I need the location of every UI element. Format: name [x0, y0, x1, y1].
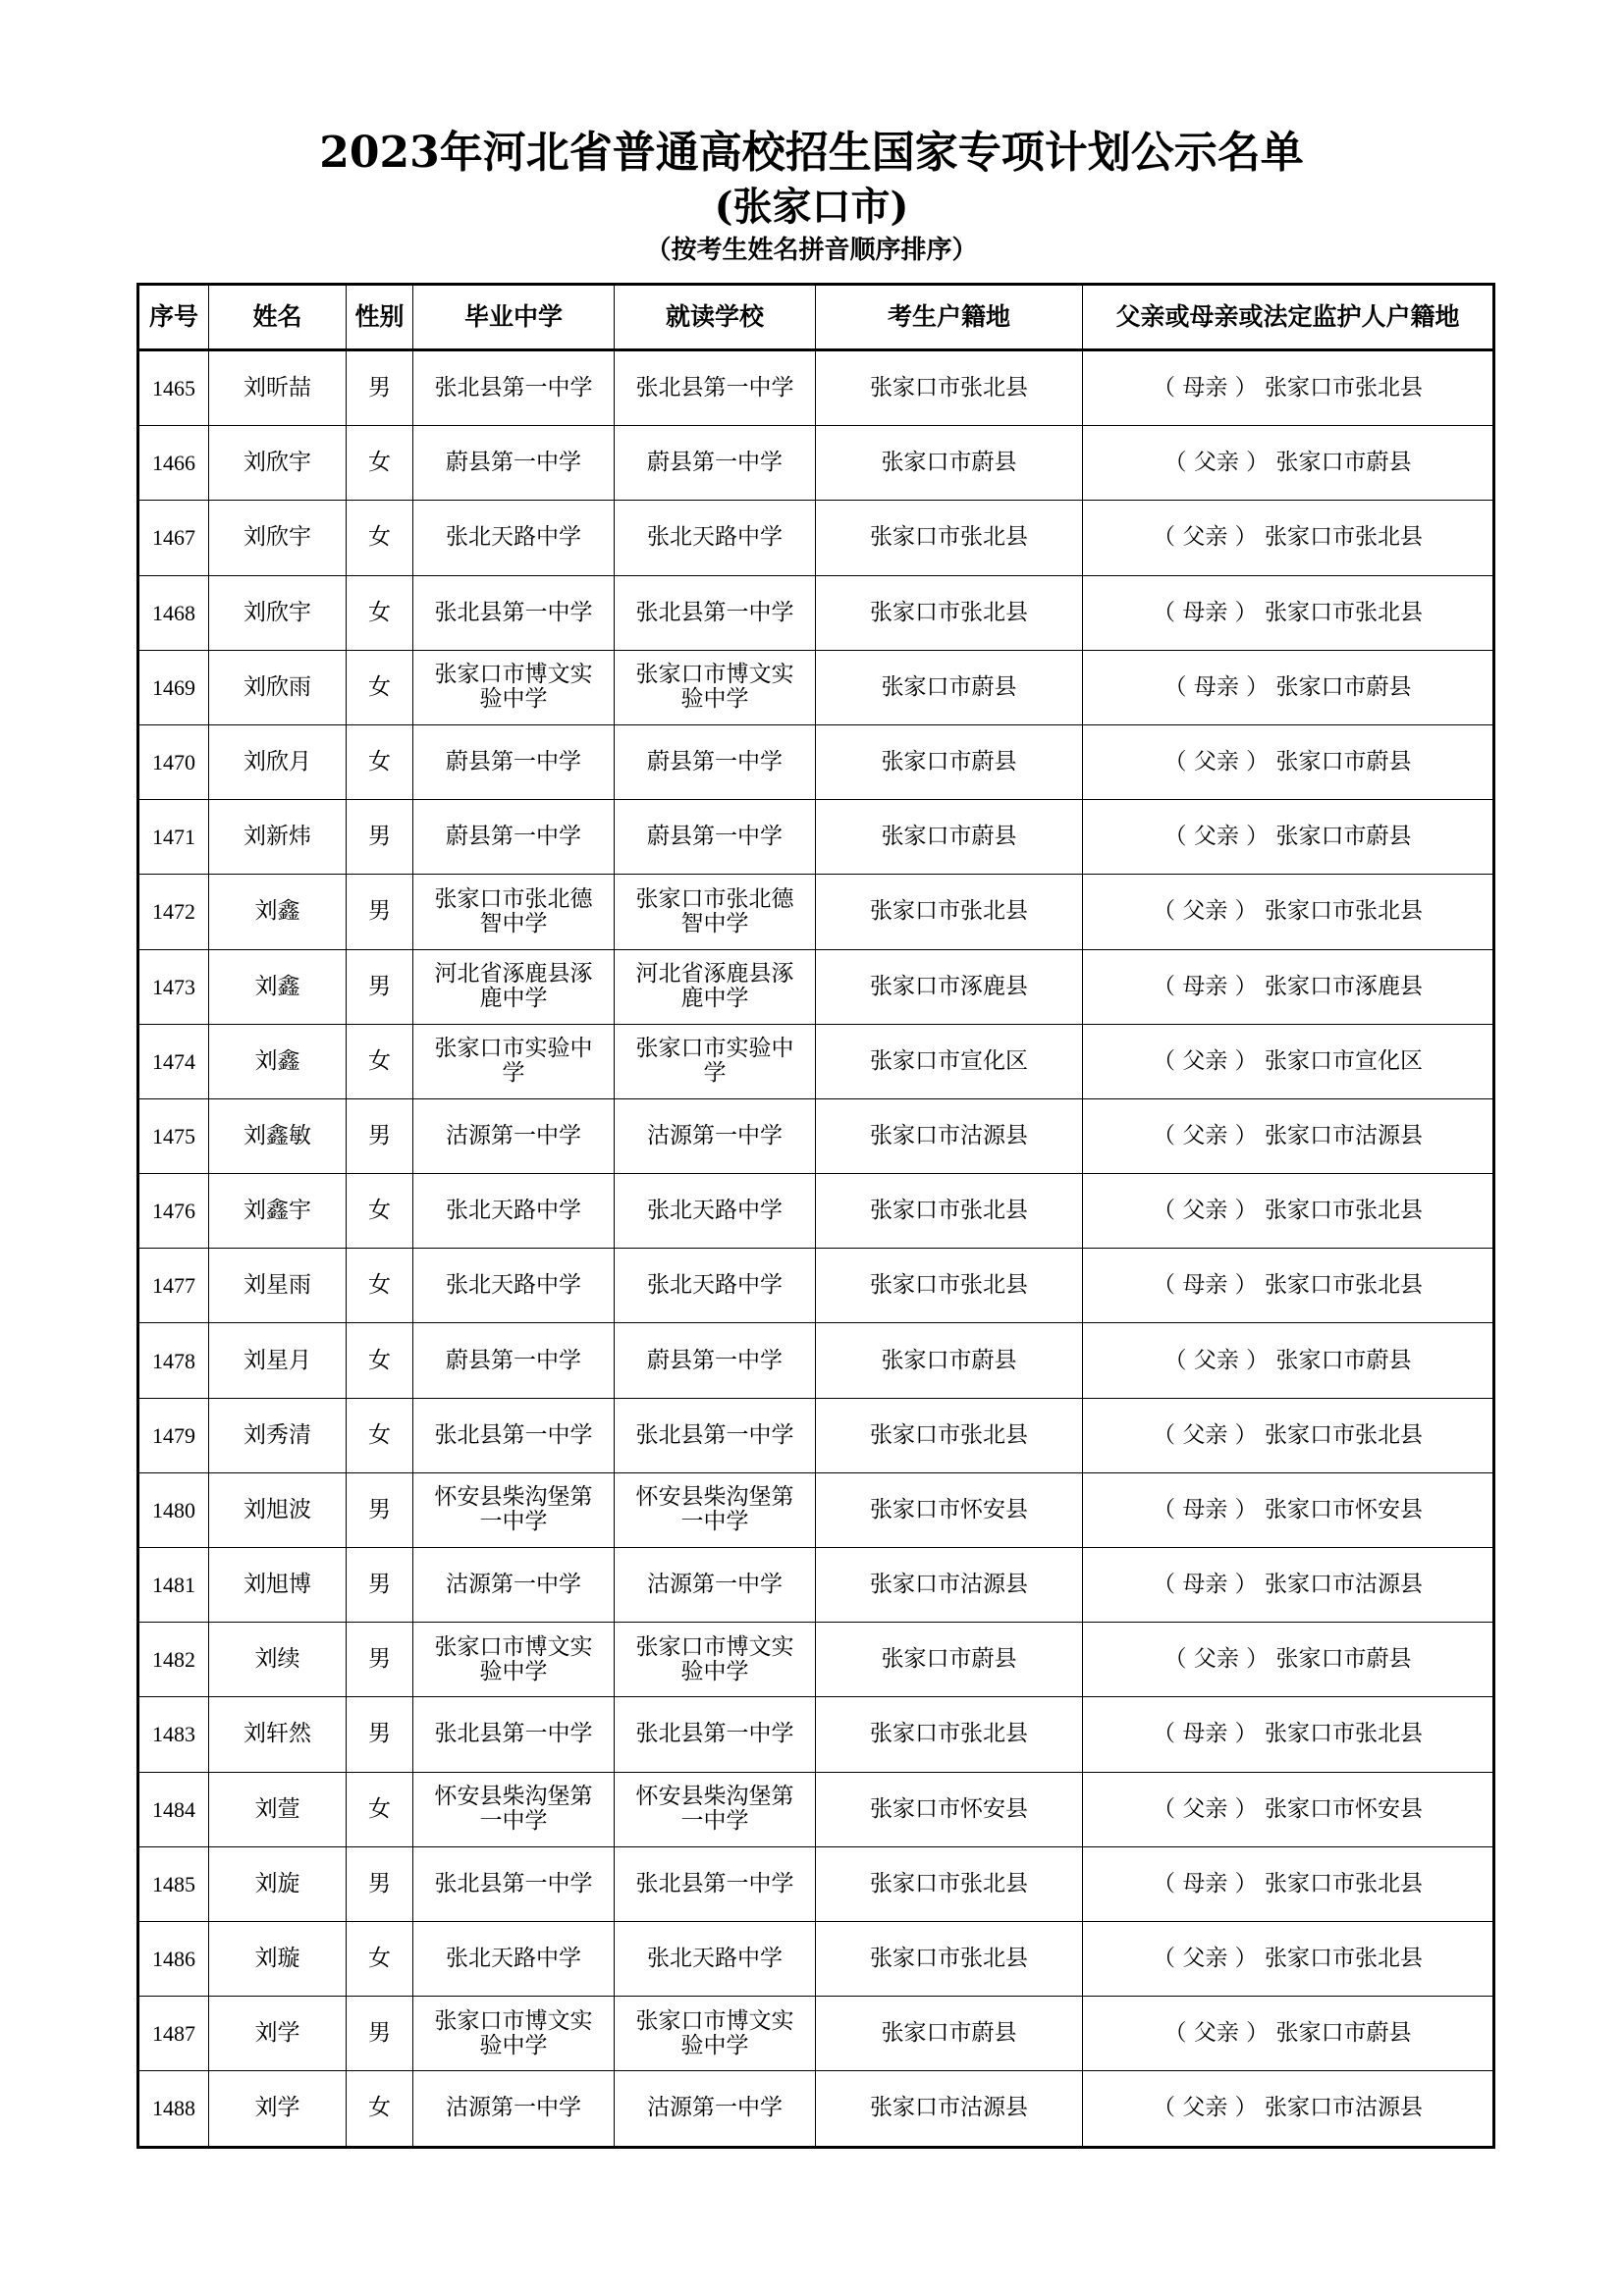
cell-seq: 1476 [138, 1174, 209, 1249]
cell-attending-school: 蔚县第一中学 [615, 426, 816, 501]
cell-name: 刘学 [209, 2071, 347, 2147]
cell-parent-domicile [1083, 350, 1494, 426]
page-subtitle: (张家口市) [714, 184, 909, 230]
cell-seq: 1486 [138, 1921, 209, 1996]
sort-note: （按考生姓名拼音顺序排序） [645, 236, 978, 265]
cell-candidate-domicile: 张家口市蔚县 [816, 1997, 1083, 2071]
table-row [138, 1623, 1494, 1697]
parent-place: 张家口市蔚县 [1275, 2020, 1412, 2047]
parent-place: 张家口市张北县 [1264, 898, 1423, 925]
cell-candidate-domicile: 张家口市张北县 [816, 1249, 1083, 1323]
cell-attending-school: 张北县第一中学 [615, 1398, 816, 1472]
table-row [138, 800, 1494, 875]
cell-attending-school: 张北县第一中学 [615, 350, 816, 426]
cell-parent-domicile [1083, 875, 1494, 949]
table-row [138, 875, 1494, 949]
cell-parent-domicile [1083, 1323, 1494, 1398]
cell-graduation-school: 张北天路中学 [413, 501, 615, 575]
cell-sex: 女 [347, 1921, 413, 1996]
cell-sex: 男 [347, 1697, 413, 1772]
cell-parent-domicile [1083, 1997, 1494, 2071]
parent-relation: （ 母亲 ） [1153, 1870, 1258, 1896]
cell-seq: 1488 [138, 2071, 209, 2147]
parent-relation: （ 父亲 ） [1153, 2095, 1258, 2121]
cell-name: 刘轩然 [209, 1697, 347, 1772]
parent-relation: （ 母亲 ） [1153, 1721, 1258, 1747]
cell-sex: 女 [347, 426, 413, 501]
cell-seq: 1471 [138, 800, 209, 875]
cell-sex: 男 [347, 1846, 413, 1921]
cell-candidate-domicile: 张家口市蔚县 [816, 800, 1083, 875]
cell-sex: 男 [347, 1472, 413, 1547]
cell-attending-school: 张北天路中学 [615, 501, 816, 575]
cell-sex: 女 [347, 1398, 413, 1472]
cell-seq: 1480 [138, 1472, 209, 1547]
cell-candidate-domicile: 张家口市怀安县 [816, 1472, 1083, 1547]
cell-graduation-school: 张家口市博文实验中学 [413, 1997, 615, 2071]
cell-name: 刘续 [209, 1623, 347, 1697]
cell-graduation-school: 沽源第一中学 [413, 2071, 615, 2147]
cell-name: 刘欣宇 [209, 426, 347, 501]
cell-name: 刘鑫敏 [209, 1098, 347, 1173]
table-row [138, 1174, 1494, 1249]
table-row [138, 949, 1494, 1024]
roster-table [136, 283, 1495, 2149]
cell-seq: 1478 [138, 1323, 209, 1398]
cell-candidate-domicile: 张家口市张北县 [816, 350, 1083, 426]
cell-sex: 男 [347, 350, 413, 426]
cell-parent-domicile [1083, 949, 1494, 1024]
parent-place: 张家口市张北县 [1264, 599, 1423, 625]
table-row [138, 426, 1494, 501]
parent-relation: （ 父亲 ） [1153, 1122, 1258, 1148]
cell-seq: 1484 [138, 1772, 209, 1846]
cell-seq: 1483 [138, 1697, 209, 1772]
cell-name: 刘鑫 [209, 949, 347, 1024]
cell-attending-school: 蔚县第一中学 [615, 800, 816, 875]
cell-sex: 女 [347, 1772, 413, 1846]
header-name: 姓名 [209, 285, 347, 350]
cell-sex: 女 [347, 501, 413, 575]
table-row [138, 2071, 1494, 2147]
table-header-row [138, 285, 1494, 350]
cell-sex: 男 [347, 1997, 413, 2071]
cell-graduation-school: 张家口市博文实验中学 [413, 1623, 615, 1697]
parent-relation: （ 母亲 ） [1153, 375, 1258, 401]
cell-graduation-school: 张北天路中学 [413, 1174, 615, 1249]
table-row [138, 1249, 1494, 1323]
cell-graduation-school: 蔚县第一中学 [413, 724, 615, 799]
parent-relation: （ 母亲 ） [1153, 973, 1258, 999]
cell-attending-school: 张北县第一中学 [615, 575, 816, 650]
cell-attending-school: 沽源第一中学 [615, 1548, 816, 1623]
parent-place: 张家口市蔚县 [1275, 673, 1412, 700]
cell-attending-school: 张北县第一中学 [615, 1697, 816, 1772]
cell-parent-domicile [1083, 575, 1494, 650]
parent-place: 张家口市沽源县 [1264, 2095, 1423, 2121]
cell-name: 刘旭博 [209, 1548, 347, 1623]
cell-candidate-domicile: 张家口市张北县 [816, 1921, 1083, 1996]
cell-candidate-domicile: 张家口市张北县 [816, 575, 1083, 650]
cell-parent-domicile [1083, 1623, 1494, 1697]
cell-attending-school: 沽源第一中学 [615, 1098, 816, 1173]
cell-candidate-domicile: 张家口市蔚县 [816, 1623, 1083, 1697]
cell-name: 刘新炜 [209, 800, 347, 875]
parent-place: 张家口市张北县 [1264, 1870, 1423, 1896]
table-row [138, 1846, 1494, 1921]
cell-candidate-domicile: 张家口市张北县 [816, 875, 1083, 949]
cell-parent-domicile [1083, 1548, 1494, 1623]
cell-candidate-domicile: 张家口市蔚县 [816, 1323, 1083, 1398]
cell-candidate-domicile: 张家口市张北县 [816, 1398, 1083, 1472]
cell-name: 刘鑫宇 [209, 1174, 347, 1249]
cell-parent-domicile [1083, 724, 1494, 799]
parent-relation: （ 父亲 ） [1163, 824, 1270, 850]
header-parent-domicile: 父亲或母亲或法定监护人户籍地 [1083, 285, 1494, 350]
cell-candidate-domicile: 张家口市怀安县 [816, 1772, 1083, 1846]
cell-parent-domicile [1083, 1249, 1494, 1323]
table-row [138, 350, 1494, 426]
cell-graduation-school: 张北县第一中学 [413, 350, 615, 426]
parent-relation: （ 父亲 ） [1163, 749, 1270, 775]
cell-seq: 1466 [138, 426, 209, 501]
parent-place: 张家口市张北县 [1264, 524, 1423, 551]
cell-attending-school: 怀安县柴沟堡第一中学 [615, 1772, 816, 1846]
cell-seq: 1475 [138, 1098, 209, 1173]
cell-candidate-domicile: 张家口市沽源县 [816, 1548, 1083, 1623]
cell-name: 刘星月 [209, 1323, 347, 1398]
table-row [138, 1398, 1494, 1472]
header-attending-school: 就读学校 [615, 285, 816, 350]
cell-sex: 男 [347, 1548, 413, 1623]
table-row [138, 1772, 1494, 1846]
cell-parent-domicile [1083, 1174, 1494, 1249]
cell-graduation-school: 张北县第一中学 [413, 575, 615, 650]
parent-place: 张家口市蔚县 [1275, 450, 1412, 476]
cell-sex: 男 [347, 800, 413, 875]
cell-seq: 1472 [138, 875, 209, 949]
cell-candidate-domicile: 张家口市张北县 [816, 1697, 1083, 1772]
cell-name: 刘星雨 [209, 1249, 347, 1323]
parent-place: 张家口市怀安县 [1264, 1496, 1423, 1522]
table-row [138, 1024, 1494, 1098]
cell-seq: 1482 [138, 1623, 209, 1697]
cell-attending-school: 张家口市博文实验中学 [615, 650, 816, 724]
parent-relation: （ 母亲 ） [1153, 599, 1258, 625]
cell-seq: 1467 [138, 501, 209, 575]
cell-candidate-domicile: 张家口市沽源县 [816, 2071, 1083, 2147]
header-candidate-domicile: 考生户籍地 [816, 285, 1083, 350]
cell-graduation-school: 怀安县柴沟堡第一中学 [413, 1772, 615, 1846]
cell-sex: 女 [347, 1323, 413, 1398]
parent-place: 张家口市怀安县 [1264, 1795, 1423, 1822]
cell-name: 刘旭波 [209, 1472, 347, 1547]
cell-parent-domicile [1083, 1024, 1494, 1098]
table-row [138, 1921, 1494, 1996]
cell-seq: 1473 [138, 949, 209, 1024]
parent-relation: （ 父亲 ） [1153, 898, 1258, 925]
cell-parent-domicile [1083, 1472, 1494, 1547]
cell-sex: 女 [347, 2071, 413, 2147]
cell-parent-domicile [1083, 1921, 1494, 1996]
cell-sex: 女 [347, 1249, 413, 1323]
cell-graduation-school: 沽源第一中学 [413, 1098, 615, 1173]
cell-seq: 1485 [138, 1846, 209, 1921]
cell-graduation-school: 蔚县第一中学 [413, 800, 615, 875]
cell-parent-domicile [1083, 650, 1494, 724]
page-title: 2023年河北省普通高校招生国家专项计划公示名单 [319, 128, 1304, 178]
parent-place: 张家口市蔚县 [1275, 824, 1412, 850]
cell-graduation-school: 张家口市博文实验中学 [413, 650, 615, 724]
cell-parent-domicile [1083, 2071, 1494, 2147]
table-row [138, 1697, 1494, 1772]
cell-attending-school: 张北天路中学 [615, 1921, 816, 1996]
cell-name: 刘欣宇 [209, 575, 347, 650]
cell-attending-school: 张北天路中学 [615, 1174, 816, 1249]
cell-candidate-domicile: 张家口市宣化区 [816, 1024, 1083, 1098]
parent-place: 张家口市张北县 [1264, 1198, 1423, 1224]
parent-relation: （ 父亲 ） [1163, 1646, 1270, 1673]
parent-relation: （ 母亲 ） [1153, 1572, 1258, 1598]
cell-sex: 女 [347, 650, 413, 724]
parent-place: 张家口市涿鹿县 [1264, 973, 1423, 999]
parent-place: 张家口市宣化区 [1264, 1047, 1423, 1074]
cell-candidate-domicile: 张家口市蔚县 [816, 724, 1083, 799]
cell-parent-domicile [1083, 1098, 1494, 1173]
parent-relation: （ 父亲 ） [1153, 1421, 1258, 1448]
table-row [138, 650, 1494, 724]
table-row [138, 501, 1494, 575]
cell-seq: 1470 [138, 724, 209, 799]
cell-parent-domicile [1083, 1846, 1494, 1921]
cell-parent-domicile [1083, 800, 1494, 875]
parent-place: 张家口市张北县 [1264, 1946, 1423, 1972]
table-row [138, 1548, 1494, 1623]
cell-graduation-school: 张家口市实验中学 [413, 1024, 615, 1098]
cell-parent-domicile [1083, 501, 1494, 575]
parent-relation: （ 母亲 ） [1153, 1496, 1258, 1522]
cell-name: 刘鑫 [209, 1024, 347, 1098]
cell-attending-school: 张家口市实验中学 [615, 1024, 816, 1098]
parent-place: 张家口市张北县 [1264, 1421, 1423, 1448]
cell-seq: 1465 [138, 350, 209, 426]
cell-seq: 1468 [138, 575, 209, 650]
cell-sex: 女 [347, 1024, 413, 1098]
cell-name: 刘秀清 [209, 1398, 347, 1472]
cell-attending-school: 沽源第一中学 [615, 2071, 816, 2147]
table-row [138, 575, 1494, 650]
cell-candidate-domicile: 张家口市蔚县 [816, 426, 1083, 501]
parent-relation: （ 母亲 ） [1163, 673, 1270, 700]
parent-relation: （ 父亲 ） [1153, 1047, 1258, 1074]
parent-place: 张家口市沽源县 [1264, 1122, 1423, 1148]
table-row [138, 1997, 1494, 2071]
cell-name: 刘欣雨 [209, 650, 347, 724]
cell-candidate-domicile: 张家口市沽源县 [816, 1098, 1083, 1173]
cell-seq: 1477 [138, 1249, 209, 1323]
cell-seq: 1474 [138, 1024, 209, 1098]
cell-candidate-domicile: 张家口市张北县 [816, 1846, 1083, 1921]
cell-attending-school: 张家口市张北德智中学 [615, 875, 816, 949]
cell-parent-domicile [1083, 1772, 1494, 1846]
cell-candidate-domicile: 张家口市张北县 [816, 501, 1083, 575]
parent-relation: （ 父亲 ） [1153, 1795, 1258, 1822]
cell-attending-school: 张家口市博文实验中学 [615, 1623, 816, 1697]
cell-name: 刘欣月 [209, 724, 347, 799]
cell-name: 刘璇 [209, 1921, 347, 1996]
cell-parent-domicile [1083, 426, 1494, 501]
cell-graduation-school: 沽源第一中学 [413, 1548, 615, 1623]
cell-sex: 男 [347, 875, 413, 949]
cell-attending-school: 张北天路中学 [615, 1249, 816, 1323]
cell-sex: 男 [347, 1623, 413, 1697]
cell-sex: 女 [347, 1174, 413, 1249]
cell-attending-school: 怀安县柴沟堡第一中学 [615, 1472, 816, 1547]
cell-seq: 1469 [138, 650, 209, 724]
parent-relation: （ 父亲 ） [1163, 450, 1270, 476]
cell-seq: 1487 [138, 1997, 209, 2071]
cell-sex: 女 [347, 575, 413, 650]
cell-attending-school: 蔚县第一中学 [615, 724, 816, 799]
cell-graduation-school: 张家口市张北德智中学 [413, 875, 615, 949]
cell-graduation-school: 张北县第一中学 [413, 1846, 615, 1921]
parent-place: 张家口市蔚县 [1275, 1646, 1412, 1673]
cell-parent-domicile [1083, 1398, 1494, 1472]
cell-candidate-domicile: 张家口市涿鹿县 [816, 949, 1083, 1024]
cell-graduation-school: 张北县第一中学 [413, 1697, 615, 1772]
cell-name: 刘萱 [209, 1772, 347, 1846]
parent-relation: （ 父亲 ） [1163, 2020, 1270, 2047]
cell-sex: 女 [347, 724, 413, 799]
parent-place: 张家口市张北县 [1264, 375, 1423, 401]
header-seq: 序号 [138, 285, 209, 350]
cell-name: 刘鑫 [209, 875, 347, 949]
table-row [138, 1323, 1494, 1398]
cell-candidate-domicile: 张家口市蔚县 [816, 650, 1083, 724]
parent-place: 张家口市沽源县 [1264, 1572, 1423, 1598]
cell-parent-domicile [1083, 1697, 1494, 1772]
cell-name: 刘欣宇 [209, 501, 347, 575]
header-graduation-school: 毕业中学 [413, 285, 615, 350]
parent-place: 张家口市张北县 [1264, 1272, 1423, 1299]
parent-place: 张家口市张北县 [1264, 1721, 1423, 1747]
cell-graduation-school: 张北县第一中学 [413, 1398, 615, 1472]
cell-attending-school: 张北县第一中学 [615, 1846, 816, 1921]
cell-seq: 1481 [138, 1548, 209, 1623]
cell-graduation-school: 蔚县第一中学 [413, 1323, 615, 1398]
cell-graduation-school: 河北省涿鹿县涿鹿中学 [413, 949, 615, 1024]
table-row [138, 724, 1494, 799]
parent-relation: （ 母亲 ） [1153, 1272, 1258, 1299]
cell-candidate-domicile: 张家口市张北县 [816, 1174, 1083, 1249]
parent-relation: （ 父亲 ） [1163, 1347, 1270, 1373]
cell-attending-school: 张家口市博文实验中学 [615, 1997, 816, 2071]
cell-name: 刘昕喆 [209, 350, 347, 426]
cell-attending-school: 河北省涿鹿县涿鹿中学 [615, 949, 816, 1024]
cell-graduation-school: 张北天路中学 [413, 1921, 615, 1996]
cell-graduation-school: 蔚县第一中学 [413, 426, 615, 501]
cell-name: 刘旋 [209, 1846, 347, 1921]
cell-sex: 男 [347, 1098, 413, 1173]
cell-name: 刘学 [209, 1997, 347, 2071]
table-row [138, 1472, 1494, 1547]
cell-graduation-school: 张北天路中学 [413, 1249, 615, 1323]
cell-seq: 1479 [138, 1398, 209, 1472]
header-sex: 性别 [347, 285, 413, 350]
parent-place: 张家口市蔚县 [1275, 749, 1412, 775]
cell-attending-school: 蔚县第一中学 [615, 1323, 816, 1398]
parent-relation: （ 父亲 ） [1153, 1946, 1258, 1972]
cell-graduation-school: 怀安县柴沟堡第一中学 [413, 1472, 615, 1547]
parent-relation: （ 父亲 ） [1153, 524, 1258, 551]
parent-place: 张家口市蔚县 [1275, 1347, 1412, 1373]
table-body [138, 350, 1494, 2148]
parent-relation: （ 父亲 ） [1153, 1198, 1258, 1224]
table-row [138, 1098, 1494, 1173]
cell-sex: 男 [347, 949, 413, 1024]
